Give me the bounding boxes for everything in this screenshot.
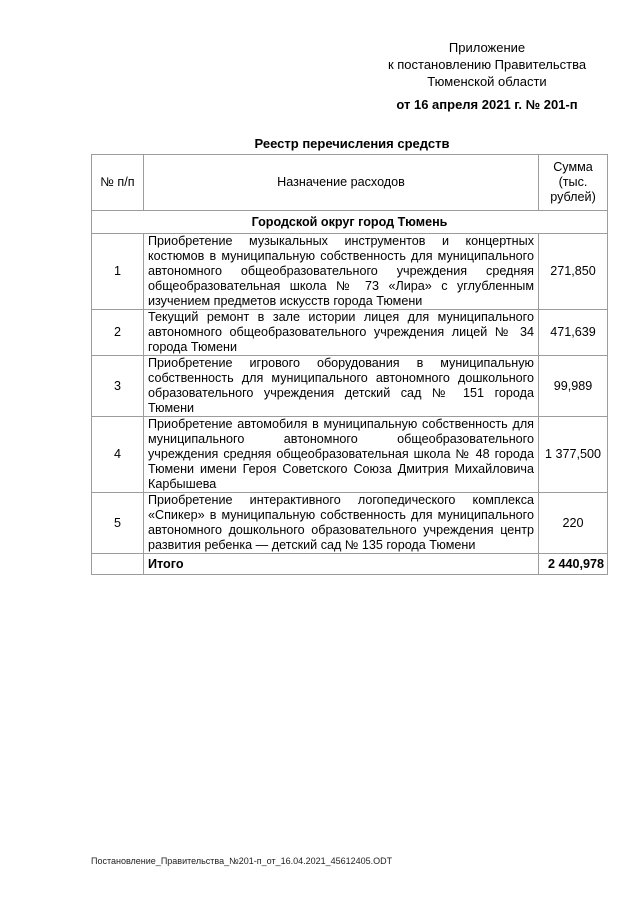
row-purpose: Приобретение музыкальных инструментов и концертных костюмов в муниципальную собственность для муниципального автономного общеобразовательного учреждения средняя общеобразовательная школа № 73 «Лира» с углубленным изучением предметов искусств города Тюмени <box>144 234 539 310</box>
row-purpose: Приобретение интерактивного логопедического комплекса «Спикер» в муниципальную собственность для муниципального автономного дошкольного образовательного учреждения центр развития ребенка — детский сад № 135 города Тюмени <box>144 493 539 554</box>
table-row <box>92 310 608 356</box>
group-label: Городской округ город Тюмень <box>92 211 608 234</box>
row-number: 2 <box>92 310 144 356</box>
table-group-row <box>92 211 608 234</box>
header-appendix-label: Приложение <box>448 40 526 55</box>
row-sum: 220 <box>539 493 608 554</box>
row-purpose: Приобретение автомобиля в муниципальную собственность для муниципального автономного общеобразовательного учреждения средняя общеобразовательная школа № 48 города Тюмени имени Героя Советского Союза Дмитрия Михайловича Карбышева <box>144 417 539 493</box>
table-row <box>92 493 608 554</box>
total-empty-cell <box>92 554 144 575</box>
total-sum: 2 440,978 <box>539 554 608 575</box>
header-decree-reference: к постановлению Правительства <box>387 57 587 72</box>
document-header <box>372 39 602 113</box>
row-number: 4 <box>92 417 144 493</box>
row-sum: 271,850 <box>539 234 608 310</box>
table-row <box>92 234 608 310</box>
column-header-num: № п/п <box>92 155 144 211</box>
header-date-number: от 16 апреля 2021 г. № 201-п <box>396 97 578 112</box>
row-sum: 99,989 <box>539 356 608 417</box>
registry-table <box>91 154 608 575</box>
row-purpose: Приобретение игрового оборудования в муниципальную собственность для муниципального автономного дошкольного образовательного учреждения детский сад № 151 города Тюмени <box>144 356 539 417</box>
page-title: Реестр перечисления средств <box>254 136 450 151</box>
header-region: Тюменской области <box>427 74 547 89</box>
row-sum: 1 377,500 <box>539 417 608 493</box>
document-footer-filename: Постановление_Правительства_№201-п_от_16.04.2021_45612405.ODT <box>91 856 393 866</box>
column-header-sum: Сумма (тыс. рублей) <box>539 155 608 211</box>
row-number: 5 <box>92 493 144 554</box>
row-number: 3 <box>92 356 144 417</box>
row-purpose: Текущий ремонт в зале истории лицея для муниципального автономного общеобразовательного учреждения лицей № 34 города Тюмени <box>144 310 539 356</box>
table-total-row <box>92 554 608 575</box>
total-label: Итого <box>144 554 539 575</box>
table-header-row <box>92 155 608 211</box>
row-sum: 471,639 <box>539 310 608 356</box>
table-row <box>92 417 608 493</box>
column-header-purpose: Назначение расходов <box>144 155 539 211</box>
table-row <box>92 356 608 417</box>
row-number: 1 <box>92 234 144 310</box>
